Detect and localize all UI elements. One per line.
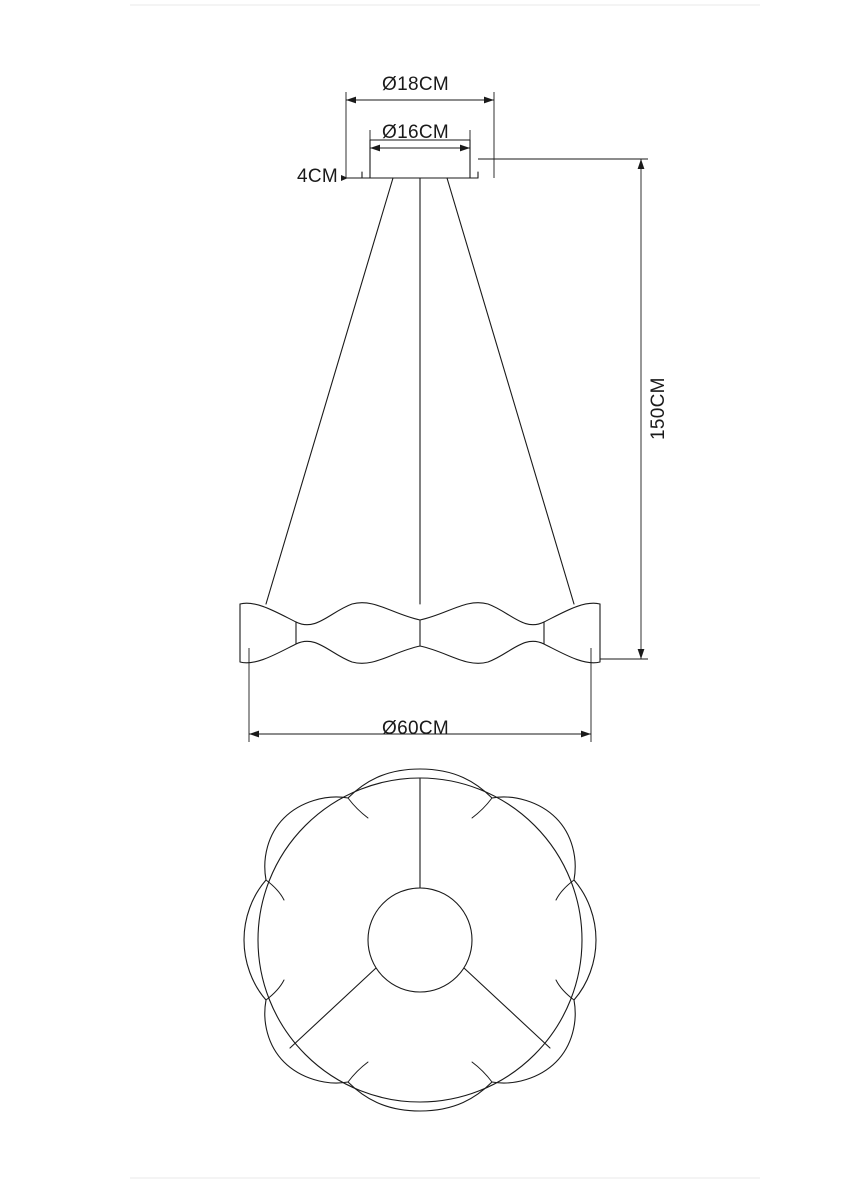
arrowhead-150-bottom <box>638 649 645 659</box>
canopy-base-plate-edges <box>362 172 478 178</box>
plan-view <box>244 769 596 1111</box>
dim-label-canopy-outer-diameter: Ø18CM <box>382 74 449 95</box>
spoke-lower-right <box>464 968 550 1048</box>
lobe-joint-nw <box>348 798 368 818</box>
arrowhead-18-left <box>346 97 356 104</box>
dim-label-total-drop-height: 150CM <box>648 377 669 440</box>
arrowhead-60-right <box>581 731 591 738</box>
dimension-lines-elevation <box>249 92 648 742</box>
inner-hub-circle <box>368 888 472 992</box>
arrowhead-4cm <box>341 175 348 181</box>
arrowhead-150-top <box>638 159 645 169</box>
cable-right <box>447 178 574 604</box>
arrowhead-16-right <box>460 145 470 152</box>
lobe-joint-se <box>472 1062 492 1082</box>
spoke-lower-left <box>290 968 376 1048</box>
lobe-joint-ne <box>472 798 492 818</box>
arrowhead-60-left <box>249 731 259 738</box>
arrowhead-18-right <box>484 97 494 104</box>
dim-label-canopy-inner-diameter: Ø16CM <box>382 122 449 143</box>
elevation-view <box>240 140 600 663</box>
cable-left <box>266 178 393 604</box>
dim-label-shade-diameter: Ø60CM <box>382 718 449 739</box>
arrowhead-16-left <box>370 145 380 152</box>
canopy-body <box>370 140 470 178</box>
dim-label-canopy-height: 4CM <box>297 166 339 187</box>
lobe-joint-sw <box>348 1062 368 1082</box>
